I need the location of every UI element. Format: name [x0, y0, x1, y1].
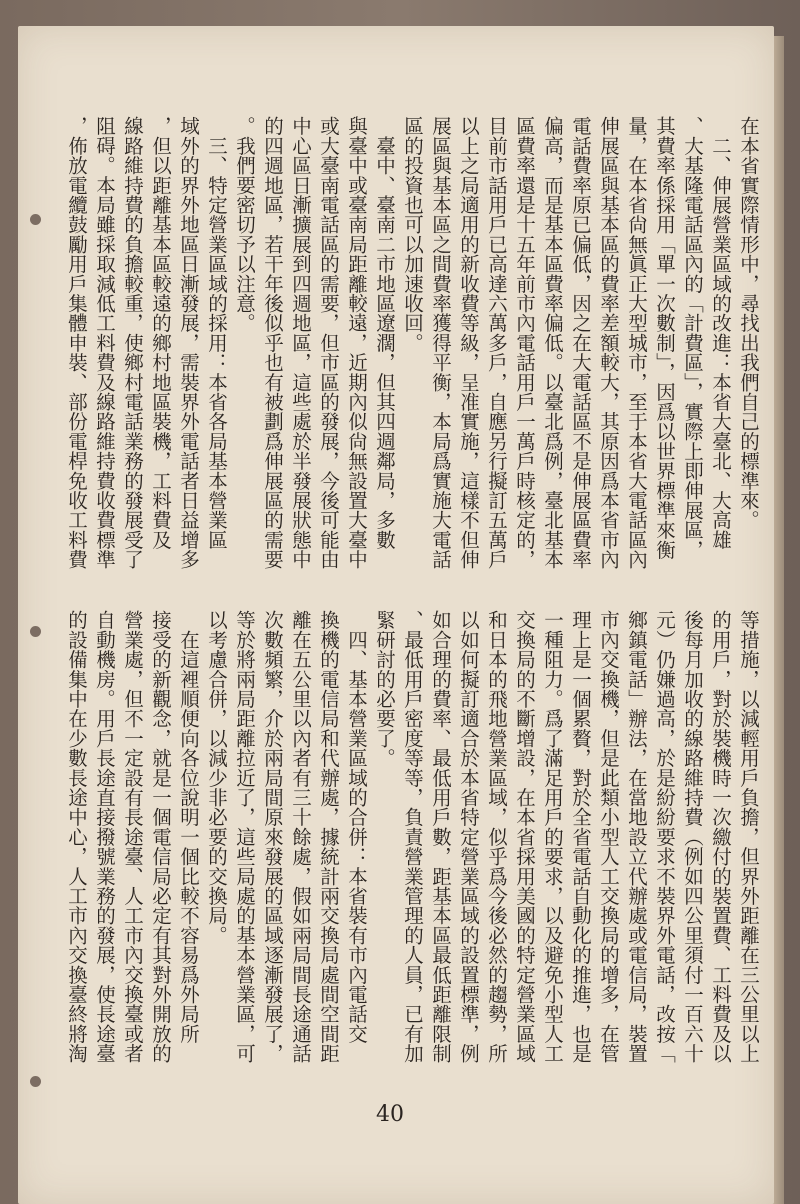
text-column: 等措施，以減輕用戶負擔，但界外距離在三公里以上 — [737, 610, 760, 1064]
text-column: 一種阻力。爲了滿足用戶的要求，以及避免小型人工 — [541, 610, 564, 1064]
text-column: 四、基本營業區域的合併：本省裝有市內電話交 — [345, 610, 368, 1044]
binder-hole — [30, 1076, 41, 1087]
text-column: 、最低用戶密度等等，負責營業管理的人員，已有加 — [401, 610, 424, 1064]
text-column: 以如何擬訂適合於本省特定營業區域的設置標準，例 — [457, 610, 480, 1064]
text-column: 與臺中或臺南局距離較遠，近期內似尙無設置大臺中 — [345, 116, 368, 570]
text-column: 理上是一個累贅，對於全省電話自動化的推進，也是 — [569, 610, 592, 1064]
text-column: 區的投資也可以加速收回。 — [401, 116, 424, 353]
page-number: 40 — [376, 1102, 404, 1127]
text-column: 如合理的費率、最低用戶數，距基本區最低距離限制 — [429, 610, 452, 1064]
text-column: 的設備集中在少數長途中心，人工市內交換臺終將淘 — [65, 610, 88, 1064]
text-column: 伸展區與基本區的費率差額較大，其原因爲本省市內 — [597, 116, 620, 570]
text-column: 換機的電信局和代辦處，據統計兩交換局處間空間距 — [317, 610, 340, 1064]
text-column: 。我們要密切予以注意。 — [233, 116, 256, 333]
text-column: 緊研討的必要了。 — [373, 610, 396, 768]
text-column: 的四週地區，若干年後似乎也有被劃爲伸展區的需要 — [261, 116, 284, 570]
binder-hole — [30, 626, 41, 637]
text-block-top — [62, 116, 762, 586]
text-column: 域外的界外地區日漸發展，需裝界外電話者日益增多 — [177, 116, 200, 570]
text-column: 接受的新觀念，就是一個電信局必定有其對外開放的 — [149, 610, 172, 1064]
text-column: ，但以距離基本區較遠的鄉村地區裝機，工料費及 — [149, 116, 172, 550]
text-column: 市內交換機，但是此類小型人工交換局的增多，在管 — [597, 610, 620, 1064]
text-column: 和日本的飛地營業區域，似乎爲今後必然的趨勢，所 — [485, 610, 508, 1064]
text-block-bottom — [62, 610, 762, 1090]
text-column: 鄉鎮電話」辦法，在當地設立代辦處或電信局，裝置 — [625, 610, 648, 1064]
text-column: 營業處，但不一定設有長途臺、人工市內交換臺或者 — [121, 610, 144, 1064]
text-column: 偏高，而是基本區費率偏低。以臺北爲例，臺北基本 — [541, 116, 564, 570]
text-column: 的用戶，對於裝機時一次繳付的裝置費、工料費及以 — [709, 610, 732, 1064]
text-column: 其費率係採用「單一次數制」，因爲以世界標準來衡 — [653, 116, 676, 560]
text-column: 二、伸展營業區域的改進：本省大臺北、大高雄 — [709, 116, 732, 550]
text-column: 交換局的不斷增設，在本省採用美國的特定營業區域 — [513, 610, 536, 1064]
text-column: 目前市話用戶已高達六萬多戶，自應另行擬訂五萬戶 — [485, 116, 508, 570]
text-column: 自動機房。用戶長途直接撥號業務的發展，使長途臺 — [93, 610, 116, 1064]
text-column: 後每月加收的線路維持費（例如四公里須付一百六十 — [681, 610, 704, 1064]
text-column: 元）仍嫌過高，於是紛紛要求不裝界外電話，改按「 — [653, 610, 676, 1064]
text-column: 三、特定營業區域的採用：本省各局基本營業區 — [205, 116, 228, 550]
text-column: 或大臺南電話區的需要，但市區的發展，今後可能由 — [317, 116, 340, 570]
binder-hole — [30, 214, 41, 225]
text-column: 展區與基本區之間費率獲得平衡，本局爲實施大電話 — [429, 116, 452, 570]
text-column: 離在五公里以內者有三十餘處，假如兩局間長途通話 — [289, 610, 312, 1064]
text-column: 阻碍。本局雖採取減低工料費及線路維持費收費標準 — [93, 116, 116, 570]
text-column: 臺中、臺南二市地區遼濶，但其四週鄰局，多數 — [373, 116, 396, 550]
text-column: ，佈放電纜鼓勵用戶集體申裝、部份電桿免收工料費 — [65, 116, 88, 570]
text-column: 次數頻繁，介於兩局間原來發展的區域逐漸發展了， — [261, 610, 284, 1064]
text-column: 以上之局適用的新收費等級，呈准實施，這樣不但伸 — [457, 116, 480, 570]
text-column: 以考慮合併，以減少非必要的交換局。 — [205, 610, 228, 945]
text-column: 中心區日漸擴展到四週地區，這些處於半發展狀態中 — [289, 116, 312, 570]
text-column: 量，在本省尙無眞正大型城市，至于本省大電話區內 — [625, 116, 648, 570]
text-column: 、大基隆電話區內的「計費區」，實際上即伸展區， — [681, 116, 704, 560]
text-column: 等於將兩局距離拉近了，這些局處的基本營業區，可 — [233, 610, 256, 1064]
text-column: 線路維持費的負擔較重，使鄉村電話業務的發展受了 — [121, 116, 144, 570]
text-column: 電話費率原已偏低，因之在大電話區不是伸展區費率 — [569, 116, 592, 570]
text-column: 在這裡順便向各位說明一個比較不容易爲外局所 — [177, 610, 200, 1044]
text-column: 區費率還是十五年前市內電話用戶一萬戶時核定的， — [513, 116, 536, 570]
text-column: 在本省實際情形中，尋找出我們自己的標準來。 — [737, 116, 760, 530]
